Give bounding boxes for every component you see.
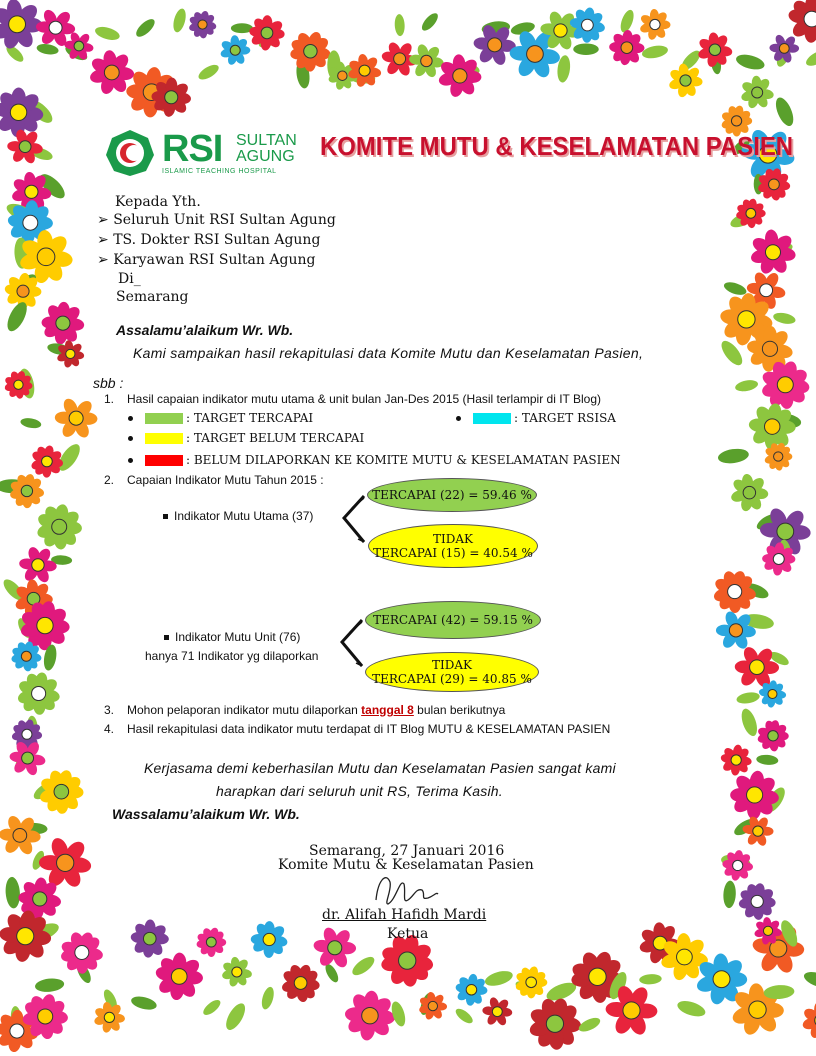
flower-icon <box>251 921 289 958</box>
leaf-icon <box>676 998 708 1019</box>
leaf-icon <box>804 47 816 69</box>
place-date: Semarang, 27 Januari 2016 <box>309 843 505 859</box>
signatory-name: dr. Alifah Hafidh Mardi <box>322 907 487 923</box>
legend-red: : BELUM DILAPORKAN KE KOMITE MUTU & KESELAMATAN PASIEN <box>128 453 621 467</box>
hospital-logo <box>104 128 304 178</box>
leaf-icon <box>133 16 157 40</box>
flower-icon <box>609 30 645 66</box>
flower-icon <box>221 956 253 988</box>
flower-icon <box>722 850 754 882</box>
logo-sultan-text: SULTAN <box>236 132 297 149</box>
flower-icon <box>36 503 83 550</box>
flower-icon <box>528 997 582 1051</box>
greeting: Assalamu’alaikum Wr. Wb. <box>116 322 294 338</box>
utama-tercapai-badge: TERCAPAI (22) = 59.46 % <box>367 478 537 512</box>
item-number: 4. <box>104 722 115 736</box>
address-to: Kepada Yth. <box>115 194 201 210</box>
flower-icon <box>55 396 98 439</box>
flower-icon <box>9 473 45 508</box>
leaf-icon <box>196 62 221 82</box>
leaf-icon <box>260 986 276 1011</box>
indikator-unit-sub: hanya 71 Indikator yg dilaporkan <box>145 649 319 663</box>
leaf-icon <box>5 876 21 908</box>
flower-icon <box>196 927 226 957</box>
legend-yellow: : TARGET BELUM TERCAPAI <box>128 431 364 445</box>
flower-icon <box>769 33 799 64</box>
deadline-link[interactable]: tanggal 8 <box>361 703 414 717</box>
bracket-arrow-icon <box>334 490 374 550</box>
leaf-icon <box>34 977 64 993</box>
unit-tercapai-badge: TERCAPAI (42) = 59.15 % <box>365 601 541 639</box>
leaf-icon <box>419 11 440 34</box>
leaf-icon <box>717 447 750 465</box>
crescent-logo-icon <box>104 128 156 178</box>
leaf-icon <box>394 14 405 36</box>
flower-icon <box>281 963 321 1003</box>
leaf-icon <box>349 954 377 979</box>
signature-org: Komite Mutu & Keselamatan Pasien <box>278 857 534 873</box>
flower-icon <box>347 53 382 88</box>
flower-icon <box>668 63 703 98</box>
indikator-unit-label: Indikator Mutu Unit (76) <box>164 630 300 644</box>
flower-icon <box>0 909 52 963</box>
flower-icon <box>730 473 769 512</box>
flower-icon <box>437 54 481 98</box>
flower-icon <box>0 814 41 857</box>
leaf-icon <box>130 994 158 1012</box>
green-swatch <box>145 413 183 424</box>
flower-icon <box>418 991 447 1020</box>
flower-icon <box>748 402 796 450</box>
flower-icon <box>514 966 547 999</box>
leaf-icon <box>772 311 796 326</box>
closing-salam: Wassalamu’alaikum Wr. Wb. <box>112 806 300 822</box>
flower-icon <box>740 75 775 109</box>
intro-text: Kami sampaikan hasil rekapitulasi data Komite Mutu dan Keselamatan Pasien, <box>133 345 644 361</box>
address-city: Semarang <box>116 289 189 305</box>
leaf-icon <box>723 880 737 908</box>
leaf-icon <box>772 95 797 128</box>
flower-icon <box>712 569 756 613</box>
flower-icon <box>730 770 780 820</box>
recipient-item: ➢ Karyawan RSI Sultan Agung <box>97 252 316 268</box>
flower-icon <box>41 302 84 346</box>
flower-icon <box>16 671 60 715</box>
leaf-icon <box>483 968 514 988</box>
item-4-text: Hasil rekapitulasi data indikator mutu terdapat di IT Blog MUTU & KESELAMATAN PASIEN <box>127 722 611 736</box>
utama-tidak-tercapai-badge: TIDAK TERCAPAI (15) = 40.54 % <box>368 524 538 568</box>
bracket-arrow-icon <box>332 614 372 674</box>
cyan-swatch <box>473 413 511 424</box>
flower-icon <box>569 7 606 43</box>
logo-brand-text: RSI <box>162 128 223 170</box>
closing-line-1: Kerjasama demi keberhasilan Mutu dan Keselamatan Pasien sangat kami <box>144 760 616 776</box>
leaf-icon <box>641 44 669 61</box>
flower-icon <box>188 10 217 39</box>
flower-icon <box>289 30 331 72</box>
legend-cyan: : TARGET RSISA <box>456 411 616 425</box>
flower-icon <box>639 9 671 41</box>
leaf-icon <box>739 707 761 738</box>
sbb-text: sbb : <box>93 375 124 391</box>
arrow-bullet-icon: ➢ <box>97 232 114 248</box>
flower-icon <box>313 926 356 970</box>
flower-icon <box>757 719 789 751</box>
red-swatch <box>145 455 183 466</box>
flower-icon <box>151 77 191 117</box>
leaf-icon <box>36 43 59 56</box>
arrow-bullet-icon: ➢ <box>97 212 114 228</box>
unit-tidak-tercapai-badge: TIDAK TERCAPAI (29) = 40.85 % <box>365 652 539 692</box>
logo-tagline: ISLAMIC TEACHING HOSPITAL <box>162 168 277 175</box>
leaf-icon <box>171 7 188 33</box>
leaf-icon <box>722 280 748 298</box>
flower-icon <box>220 35 251 66</box>
item-3-text: Mohon pelaporan indikator mutu dilaporkan tanggal 8 bulan berikutnya <box>127 703 506 717</box>
item-1-text: Hasil capaian indikator mutu utama & unit bulan Jan-Des 2015 (Hasil terlampir di IT Blog) <box>127 392 602 406</box>
address-di: Di_ <box>118 271 141 287</box>
flower-icon <box>155 953 204 1001</box>
recipient-item: ➢ TS. Dokter RSI Sultan Agung <box>97 232 321 248</box>
leaf-icon <box>94 24 122 42</box>
arrow-bullet-icon: ➢ <box>97 252 114 268</box>
leaf-icon <box>201 997 223 1017</box>
item-number: 3. <box>104 703 115 717</box>
flower-icon <box>249 15 285 51</box>
flower-icon <box>30 445 64 478</box>
flower-icon <box>344 990 395 1041</box>
flower-icon <box>749 229 796 276</box>
yellow-swatch <box>145 433 183 444</box>
flower-icon <box>482 996 513 1027</box>
flower-icon <box>801 1001 816 1040</box>
legend-green: : TARGET TERCAPAI <box>128 411 313 425</box>
closing-line-2: harapkan dari seluruh unit RS, Terima Kasih. <box>216 783 503 799</box>
leaf-icon <box>573 43 599 54</box>
signatory-role: Ketua <box>387 926 429 942</box>
indikator-utama-label: Indikator Mutu Utama (37) <box>163 509 313 523</box>
leaf-icon <box>734 52 766 72</box>
flower-icon <box>720 744 752 776</box>
leaf-icon <box>222 1000 249 1033</box>
flower-icon <box>38 769 83 814</box>
flower-icon <box>409 43 445 79</box>
leaf-icon <box>756 754 779 766</box>
flower-icon <box>738 882 776 920</box>
item-number: 1. <box>104 392 115 406</box>
leaf-icon <box>453 1006 475 1026</box>
flower-icon <box>19 545 57 584</box>
page-title: KOMITE MUTU & KESELAMATAN PASIEN <box>320 131 794 161</box>
logo-agung-text: AGUNG <box>236 148 295 165</box>
recipient-item: ➢ Seluruh Unit RSI Sultan Agung <box>97 212 336 228</box>
flower-icon <box>742 815 774 847</box>
flower-icon <box>39 836 92 890</box>
leaf-icon <box>736 691 761 705</box>
leaf-icon <box>639 973 662 985</box>
leaf-icon <box>20 417 42 430</box>
flower-icon <box>455 973 488 1006</box>
item-2-text: Capaian Indikator Mutu Tahun 2015 : <box>127 473 324 487</box>
flower-icon <box>697 32 733 68</box>
flower-icon <box>60 931 104 974</box>
leaf-icon <box>734 378 759 393</box>
flower-icon <box>130 919 169 958</box>
item-number: 2. <box>104 473 115 487</box>
flower-icon <box>93 1001 125 1033</box>
leaf-icon <box>802 969 816 991</box>
